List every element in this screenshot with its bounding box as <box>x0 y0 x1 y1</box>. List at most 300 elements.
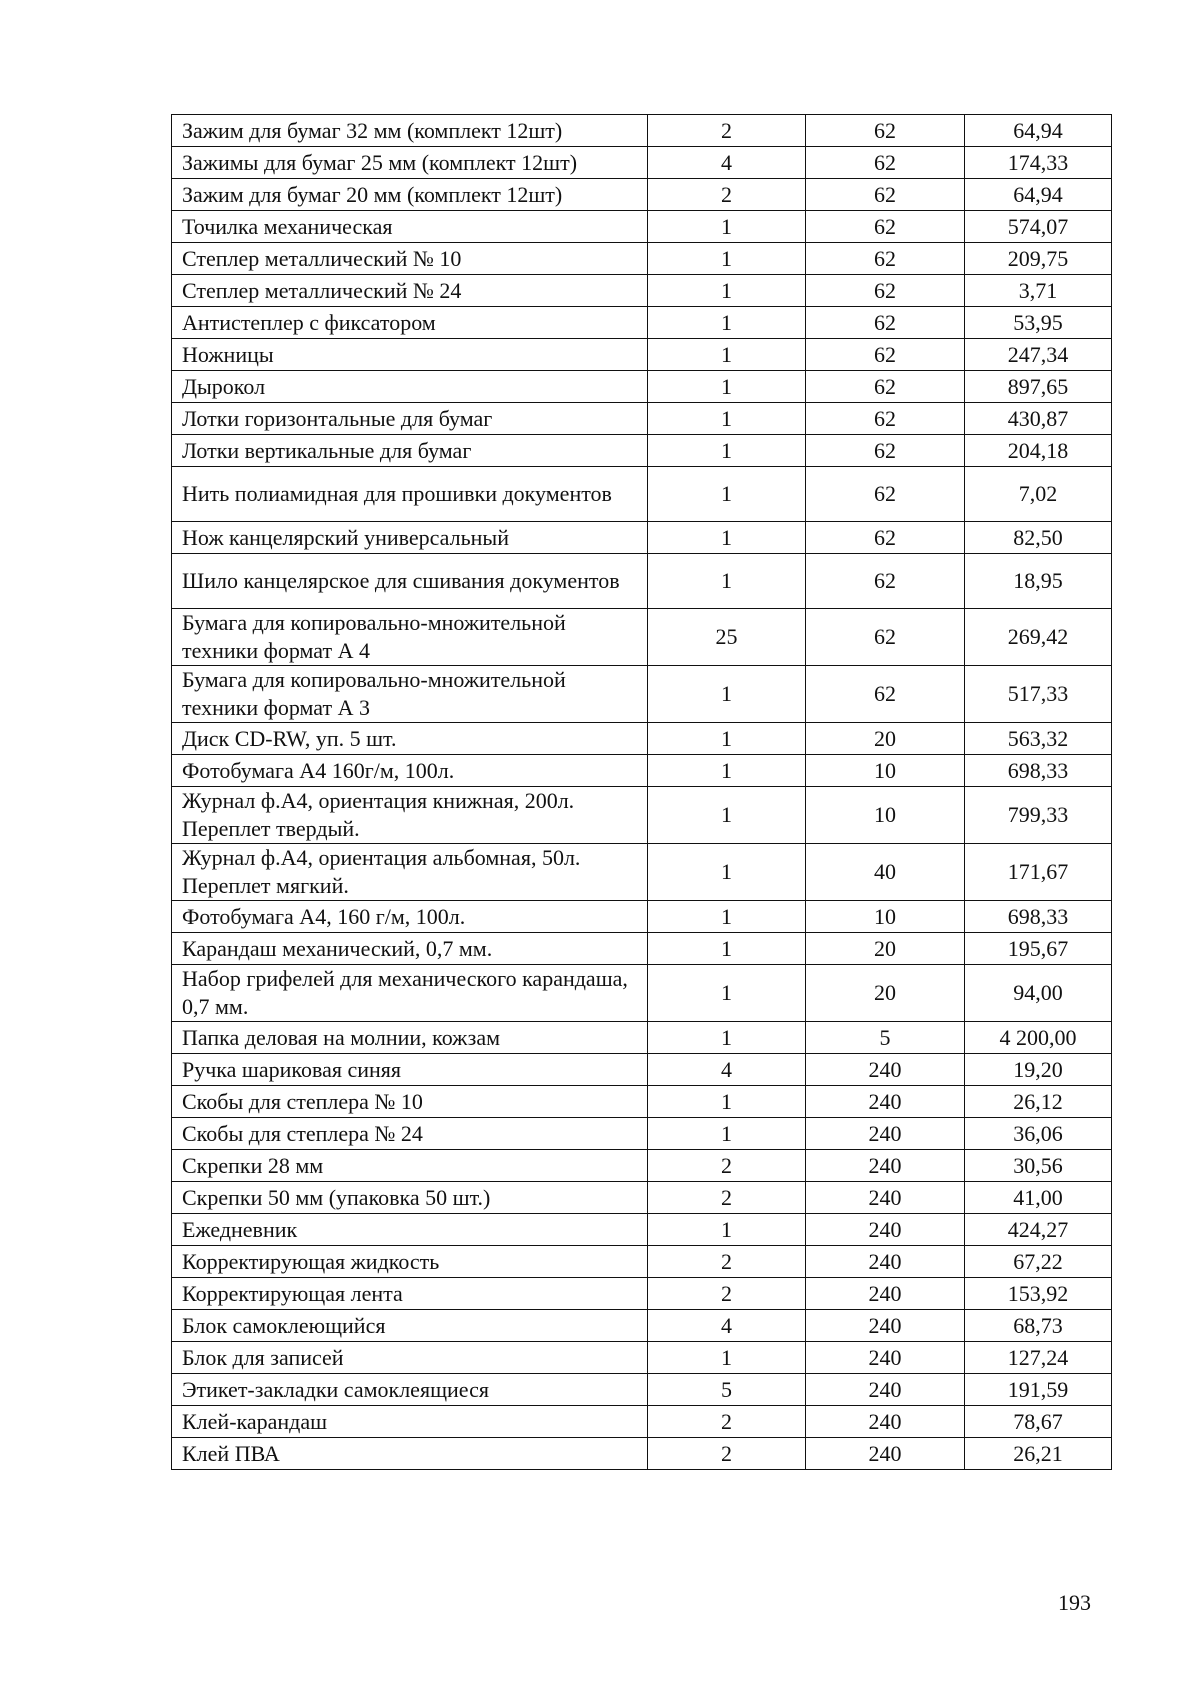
count-text: 240 <box>868 1248 902 1274</box>
table-row <box>172 1406 1112 1438</box>
price-text: 430,87 <box>1007 405 1069 431</box>
count-cell <box>806 435 965 467</box>
price-cell <box>965 1278 1112 1310</box>
price-cell <box>965 179 1112 211</box>
count-cell <box>806 787 965 844</box>
count-cell <box>806 147 965 179</box>
count-text: 20 <box>874 725 896 751</box>
count-cell <box>806 307 965 339</box>
quantity-text: 2 <box>721 117 732 143</box>
count-text: 10 <box>874 903 896 929</box>
count-cell <box>806 1182 965 1214</box>
price-text: 698,33 <box>1007 757 1069 783</box>
price-cell <box>965 403 1112 435</box>
price-cell <box>965 933 1112 965</box>
item-name-cell <box>172 1438 648 1470</box>
count-text: 240 <box>868 1312 902 1338</box>
item-name-cell <box>172 435 648 467</box>
quantity-cell <box>648 1182 806 1214</box>
count-text: 20 <box>874 980 896 1005</box>
quantity-text: 1 <box>721 405 732 431</box>
item-name-text: Журнал ф.А4, ориентация книжная, 200л. Переплет твердый. <box>182 788 575 841</box>
price-cell <box>965 211 1112 243</box>
price-cell <box>965 1438 1112 1470</box>
quantity-cell <box>648 467 806 522</box>
quantity-text: 1 <box>721 935 732 961</box>
item-name-text: Степлер металлический № 10 <box>182 245 462 271</box>
quantity-text: 1 <box>721 757 732 783</box>
price-cell <box>965 723 1112 755</box>
price-text: 26,21 <box>1013 1440 1063 1466</box>
price-cell <box>965 844 1112 901</box>
price-text: 563,32 <box>1007 725 1069 751</box>
item-name-text: Журнал ф.А4, ориентация альбомная, 50л. Переплет мягкий. <box>182 845 581 898</box>
quantity-cell <box>648 901 806 933</box>
quantity-cell <box>648 339 806 371</box>
table-row <box>172 1214 1112 1246</box>
table-row <box>172 965 1112 1022</box>
item-name-text: Фотобумага А4, 160 г/м, 100л. <box>182 903 466 929</box>
item-name-cell <box>172 1214 648 1246</box>
item-name-text: Лотки горизонтальные для бумаг <box>182 405 493 431</box>
table-row <box>172 211 1112 243</box>
count-cell <box>806 211 965 243</box>
quantity-text: 1 <box>721 373 732 399</box>
count-cell <box>806 723 965 755</box>
count-text: 62 <box>874 117 896 143</box>
price-text: 7,02 <box>1018 481 1058 506</box>
quantity-cell <box>648 1150 806 1182</box>
count-cell <box>806 1054 965 1086</box>
price-cell <box>965 275 1112 307</box>
count-text: 62 <box>874 213 896 239</box>
price-text: 41,00 <box>1013 1184 1063 1210</box>
count-text: 240 <box>868 1184 902 1210</box>
count-cell <box>806 1406 965 1438</box>
count-cell <box>806 371 965 403</box>
quantity-text: 2 <box>721 1184 732 1210</box>
count-cell <box>806 901 965 933</box>
price-text: 424,27 <box>1007 1216 1069 1242</box>
item-name-text: Скрепки 50 мм (упаковка 50 шт.) <box>182 1184 491 1210</box>
table-row <box>172 1342 1112 1374</box>
quantity-cell <box>648 965 806 1022</box>
price-text: 698,33 <box>1007 903 1069 929</box>
quantity-text: 1 <box>721 1088 732 1114</box>
item-name-text: Этикет-закладки самоклеящиеся <box>182 1376 489 1402</box>
count-cell <box>806 339 965 371</box>
price-text: 247,34 <box>1007 341 1069 367</box>
price-text: 574,07 <box>1007 213 1069 239</box>
item-name-text: Дырокол <box>182 373 266 399</box>
table-row <box>172 787 1112 844</box>
item-name-cell <box>172 723 648 755</box>
count-cell <box>806 844 965 901</box>
price-text: 153,92 <box>1007 1280 1069 1306</box>
quantity-cell <box>648 933 806 965</box>
item-name-text: Антистеплер с фиксатором <box>182 309 436 335</box>
price-text: 64,94 <box>1013 117 1063 143</box>
quantity-text: 1 <box>721 1216 732 1242</box>
price-text: 26,12 <box>1013 1088 1063 1114</box>
count-text: 62 <box>874 437 896 463</box>
quantity-cell <box>648 666 806 723</box>
table-row <box>172 901 1112 933</box>
price-cell <box>965 965 1112 1022</box>
item-name-text: Скобы для степлера № 10 <box>182 1088 423 1114</box>
quantity-text: 1 <box>721 245 732 271</box>
table-row <box>172 554 1112 609</box>
item-name-text: Набор грифелей для механического карандаша, 0,7 мм. <box>182 966 628 1019</box>
count-cell <box>806 1438 965 1470</box>
quantity-cell <box>648 554 806 609</box>
price-cell <box>965 1246 1112 1278</box>
count-text: 240 <box>868 1376 902 1402</box>
quantity-text: 1 <box>721 1024 732 1050</box>
table-row <box>172 371 1112 403</box>
table-row <box>172 1246 1112 1278</box>
quantity-text: 1 <box>721 277 732 303</box>
quantity-text: 1 <box>721 903 732 929</box>
table-row <box>172 179 1112 211</box>
quantity-text: 2 <box>721 1152 732 1178</box>
item-name-text: Бумага для копировально-множительной техники формат А 4 <box>182 610 566 663</box>
item-name-text: Диск CD-RW, уп. 5 шт. <box>182 725 397 751</box>
quantity-text: 1 <box>721 568 732 593</box>
quantity-cell <box>648 179 806 211</box>
price-text: 19,20 <box>1013 1056 1063 1082</box>
quantity-text: 4 <box>721 1056 732 1082</box>
item-name-cell <box>172 1310 648 1342</box>
item-name-cell <box>172 243 648 275</box>
price-text: 36,06 <box>1013 1120 1063 1146</box>
quantity-text: 2 <box>721 1408 732 1434</box>
item-name-cell <box>172 554 648 609</box>
price-cell <box>965 307 1112 339</box>
item-name-cell <box>172 1054 648 1086</box>
count-text: 62 <box>874 181 896 207</box>
quantity-cell <box>648 1406 806 1438</box>
item-name-text: Клей ПВА <box>182 1440 280 1466</box>
table-row <box>172 755 1112 787</box>
table-row <box>172 403 1112 435</box>
price-cell <box>965 1406 1112 1438</box>
price-cell <box>965 435 1112 467</box>
table-row <box>172 1022 1112 1054</box>
item-name-cell <box>172 1118 648 1150</box>
item-name-text: Блок для записей <box>182 1344 344 1370</box>
count-cell <box>806 933 965 965</box>
count-text: 240 <box>868 1408 902 1434</box>
quantity-cell <box>648 522 806 554</box>
table-row <box>172 147 1112 179</box>
table-row <box>172 933 1112 965</box>
quantity-cell <box>648 1438 806 1470</box>
count-text: 10 <box>874 802 896 827</box>
item-name-cell <box>172 1022 648 1054</box>
quantity-text: 2 <box>721 1248 732 1274</box>
item-name-cell <box>172 844 648 901</box>
item-name-text: Ножницы <box>182 341 274 367</box>
quantity-cell <box>648 844 806 901</box>
item-name-cell <box>172 403 648 435</box>
quantity-text: 1 <box>721 1120 732 1146</box>
count-cell <box>806 115 965 147</box>
item-name-text: Скрепки 28 мм <box>182 1152 324 1178</box>
quantity-text: 1 <box>721 859 732 884</box>
table-row <box>172 307 1112 339</box>
price-text: 799,33 <box>1007 802 1069 827</box>
count-text: 62 <box>874 277 896 303</box>
table-row <box>172 467 1112 522</box>
price-cell <box>965 115 1112 147</box>
item-name-cell <box>172 755 648 787</box>
count-text: 62 <box>874 624 896 649</box>
quantity-cell <box>648 1022 806 1054</box>
item-name-cell <box>172 339 648 371</box>
item-name-cell <box>172 1406 648 1438</box>
price-cell <box>965 666 1112 723</box>
quantity-cell <box>648 403 806 435</box>
quantity-cell <box>648 1342 806 1374</box>
item-name-text: Бумага для копировально-множительной техники формат А 3 <box>182 667 566 720</box>
price-cell <box>965 755 1112 787</box>
count-cell <box>806 1214 965 1246</box>
supplies-table-body <box>172 115 1112 1470</box>
price-text: 209,75 <box>1007 245 1069 271</box>
item-name-cell <box>172 787 648 844</box>
item-name-text: Ежедневник <box>182 1216 298 1242</box>
price-text: 171,67 <box>1007 859 1069 884</box>
count-text: 62 <box>874 245 896 271</box>
count-text: 62 <box>874 309 896 335</box>
item-name-text: Карандаш механический, 0,7 мм. <box>182 935 493 961</box>
quantity-cell <box>648 147 806 179</box>
count-text: 62 <box>874 373 896 399</box>
table-row <box>172 275 1112 307</box>
quantity-cell <box>648 787 806 844</box>
item-name-text: Скобы для степлера № 24 <box>182 1120 423 1146</box>
price-text: 68,73 <box>1013 1312 1063 1338</box>
price-cell <box>965 787 1112 844</box>
item-name-cell <box>172 115 648 147</box>
item-name-cell <box>172 275 648 307</box>
table-row <box>172 666 1112 723</box>
count-cell <box>806 1118 965 1150</box>
count-text: 5 <box>879 1024 891 1050</box>
item-name-text: Ручка шариковая синяя <box>182 1056 402 1082</box>
item-name-cell <box>172 147 648 179</box>
count-cell <box>806 755 965 787</box>
item-name-text: Зажимы для бумаг 25 мм (комплект 12шт) <box>182 149 578 175</box>
quantity-cell <box>648 243 806 275</box>
count-text: 40 <box>874 859 896 884</box>
quantity-cell <box>648 211 806 243</box>
count-cell <box>806 1086 965 1118</box>
table-row <box>172 1310 1112 1342</box>
item-name-cell <box>172 901 648 933</box>
price-cell <box>965 522 1112 554</box>
table-row <box>172 1182 1112 1214</box>
item-name-cell <box>172 307 648 339</box>
quantity-text: 5 <box>721 1376 732 1402</box>
count-cell <box>806 403 965 435</box>
supplies-table <box>171 114 1112 1470</box>
price-text: 174,33 <box>1007 149 1069 175</box>
item-name-cell <box>172 1246 648 1278</box>
quantity-cell <box>648 307 806 339</box>
count-text: 62 <box>874 149 896 175</box>
price-cell <box>965 1118 1112 1150</box>
table-row <box>172 1086 1112 1118</box>
item-name-cell <box>172 1086 648 1118</box>
price-cell <box>965 609 1112 666</box>
count-cell <box>806 1246 965 1278</box>
count-cell <box>806 467 965 522</box>
count-text: 62 <box>874 568 896 593</box>
price-text: 53,95 <box>1013 309 1063 335</box>
item-name-cell <box>172 371 648 403</box>
price-cell <box>965 467 1112 522</box>
price-text: 18,95 <box>1013 568 1063 593</box>
quantity-cell <box>648 1246 806 1278</box>
count-cell <box>806 554 965 609</box>
price-text: 64,94 <box>1013 181 1063 207</box>
item-name-cell <box>172 965 648 1022</box>
quantity-text: 1 <box>721 437 732 463</box>
price-text: 517,33 <box>1007 681 1069 706</box>
item-name-text: Корректирующая лента <box>182 1280 403 1306</box>
item-name-cell <box>172 1150 648 1182</box>
price-text: 204,18 <box>1007 437 1069 463</box>
table-row <box>172 1438 1112 1470</box>
count-cell <box>806 609 965 666</box>
count-text: 62 <box>874 341 896 367</box>
count-cell <box>806 243 965 275</box>
table-row <box>172 243 1112 275</box>
price-text: 269,42 <box>1007 624 1069 649</box>
item-name-cell <box>172 666 648 723</box>
item-name-text: Блок самоклеющийся <box>182 1312 386 1338</box>
count-text: 240 <box>868 1120 902 1146</box>
quantity-text: 1 <box>721 481 732 506</box>
price-cell <box>965 1022 1112 1054</box>
price-cell <box>965 243 1112 275</box>
price-text: 67,22 <box>1013 1248 1063 1274</box>
table-row <box>172 1054 1112 1086</box>
price-cell <box>965 901 1112 933</box>
price-cell <box>965 1374 1112 1406</box>
price-text: 30,56 <box>1013 1152 1063 1178</box>
quantity-cell <box>648 1310 806 1342</box>
quantity-text: 1 <box>721 213 732 239</box>
price-cell <box>965 1182 1112 1214</box>
price-cell <box>965 339 1112 371</box>
item-name-text: Степлер металлический № 24 <box>182 277 462 303</box>
count-cell <box>806 1310 965 1342</box>
count-text: 62 <box>874 524 896 550</box>
quantity-text: 1 <box>721 524 732 550</box>
quantity-text: 4 <box>721 149 732 175</box>
item-name-text: Зажим для бумаг 20 мм (комплект 12шт) <box>182 181 563 207</box>
table-row <box>172 723 1112 755</box>
price-text: 4 200,00 <box>999 1024 1077 1050</box>
count-cell <box>806 522 965 554</box>
item-name-cell <box>172 179 648 211</box>
count-text: 10 <box>874 757 896 783</box>
quantity-cell <box>648 1278 806 1310</box>
price-cell <box>965 1342 1112 1374</box>
quantity-cell <box>648 115 806 147</box>
price-cell <box>965 554 1112 609</box>
table-row <box>172 1150 1112 1182</box>
count-cell <box>806 666 965 723</box>
quantity-cell <box>648 1118 806 1150</box>
quantity-cell <box>648 435 806 467</box>
price-text: 78,67 <box>1013 1408 1063 1434</box>
item-name-text: Точилка механическая <box>182 213 393 239</box>
quantity-text: 25 <box>715 624 738 649</box>
table-row <box>172 844 1112 901</box>
item-name-cell <box>172 1182 648 1214</box>
quantity-cell <box>648 1054 806 1086</box>
price-text: 3,71 <box>1018 277 1058 303</box>
count-cell <box>806 275 965 307</box>
price-text: 195,67 <box>1007 935 1069 961</box>
count-cell <box>806 1374 965 1406</box>
price-cell <box>965 1086 1112 1118</box>
quantity-text: 2 <box>721 1280 732 1306</box>
count-text: 240 <box>868 1216 902 1242</box>
table-row <box>172 1374 1112 1406</box>
item-name-cell <box>172 1374 648 1406</box>
item-name-cell <box>172 467 648 522</box>
item-name-cell <box>172 211 648 243</box>
quantity-text: 1 <box>721 309 732 335</box>
count-cell <box>806 1022 965 1054</box>
item-name-text: Папка деловая на молнии, кожзам <box>182 1024 501 1050</box>
count-text: 240 <box>868 1056 902 1082</box>
item-name-cell <box>172 1278 648 1310</box>
quantity-text: 2 <box>721 181 732 207</box>
count-text: 62 <box>874 405 896 431</box>
table-row <box>172 435 1112 467</box>
quantity-text: 1 <box>721 980 732 1005</box>
quantity-text: 1 <box>721 681 732 706</box>
price-cell <box>965 1214 1112 1246</box>
item-name-text: Клей-карандаш <box>182 1408 328 1434</box>
count-text: 62 <box>874 481 896 506</box>
item-name-cell <box>172 522 648 554</box>
price-cell <box>965 1054 1112 1086</box>
count-text: 20 <box>874 935 896 961</box>
price-text: 94,00 <box>1013 980 1063 1005</box>
table-row <box>172 339 1112 371</box>
item-name-text: Лотки вертикальные для бумаг <box>182 437 472 463</box>
quantity-cell <box>648 1086 806 1118</box>
table-row <box>172 1118 1112 1150</box>
quantity-text: 1 <box>721 802 732 827</box>
price-text: 191,59 <box>1007 1376 1069 1402</box>
price-cell <box>965 371 1112 403</box>
item-name-cell <box>172 609 648 666</box>
quantity-cell <box>648 1214 806 1246</box>
table-row <box>172 609 1112 666</box>
count-text: 240 <box>868 1440 902 1466</box>
price-cell <box>965 147 1112 179</box>
table-row <box>172 522 1112 554</box>
price-text: 82,50 <box>1013 524 1063 550</box>
